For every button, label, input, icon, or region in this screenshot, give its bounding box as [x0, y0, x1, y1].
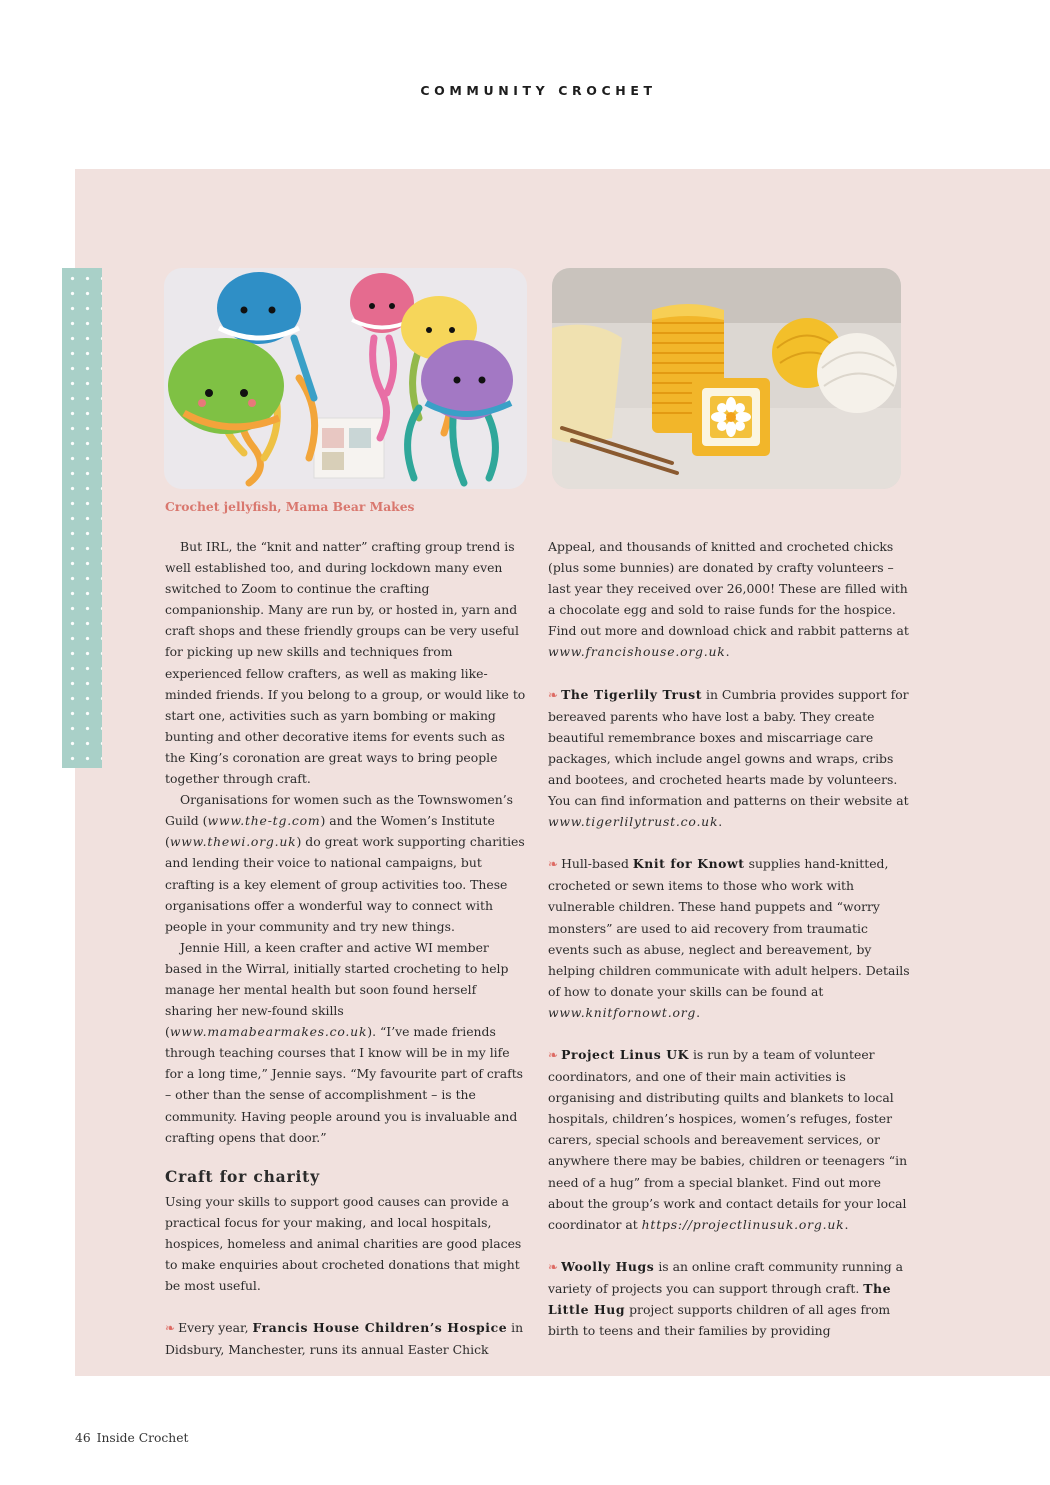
photo-caption: Crochet jellyfish, Mama Bear Makes: [165, 499, 415, 514]
organisation-name: Project Linus UK: [561, 1046, 690, 1062]
text: is an online craft community running a variety of projects you can support through craft.: [548, 1258, 904, 1296]
heart-icon: ❧: [548, 857, 559, 872]
text: ) do great work supporting charities and lending their voice to national campaigns, but crafting is a key element of group activities too. These organisations offer a wonderful way to connect with people in your community and try new things.: [165, 834, 525, 934]
paragraph: Using your skills to support good causes can provide a practical focus for your making, and local hospitals, hospices, homeless and animal charities are good places to make enquiries about crocheted donations that might be most useful.: [165, 1193, 522, 1294]
organisation-name: Woolly Hugs: [561, 1258, 655, 1274]
granny-squares-photo: [552, 268, 901, 489]
subheading: Craft for charity: [165, 1166, 320, 1186]
article-column-left: [165, 536, 527, 1360]
text: supplies hand-knitted, crocheted or sewn items to those who work with vulnerable children. These hand puppets and “worry monsters” are used to aid recovery from traumatic events such as abuse, neglect and bereavement, by helping children communicate with adult helpers. Details of how to donate your skills can be found at: [548, 856, 910, 999]
paragraph: [165, 789, 527, 937]
text: project supports children of all ages from birth to teens and their families by providing: [548, 1302, 891, 1339]
heart-icon: ❧: [548, 1047, 559, 1062]
paragraph: But IRL, the “knit and natter” crafting group trend is well established too, and during lockdown many even switched to Zoom to continue the crafting companionship. Many are run by, or hosted in, yarn and craft shops and these friendly groups can be very useful for picking up new skills and techniques from experienced fellow crafters, as well as making like-minded friends. If you belong to a group, or would like to start one, activities such as yarn bombing or making bunting and other decorative items for events such as the King’s coronation are great ways to bring people together through craft.: [165, 539, 526, 787]
page-footer: [75, 1431, 188, 1445]
text: .: [718, 814, 723, 830]
link[interactable]: www.thewi.org.uk: [169, 834, 297, 850]
text: Hull-based: [561, 856, 633, 872]
organisation-name: The Tigerlily Trust: [561, 686, 703, 702]
heart-icon: ❧: [548, 1259, 559, 1274]
text: ). “I’ve made friends through teaching courses that I know will be in my life for a long time,” Jennie says. “My favourite part of crafts – other than the sense of accomplishment – is the community. Having people around you is invaluable and crafting opens that door.”: [165, 1024, 524, 1145]
paragraph: [548, 684, 912, 833]
paragraph: [548, 536, 912, 663]
paragraph: [548, 1256, 912, 1341]
magazine-name: Inside Crochet: [96, 1431, 189, 1445]
page-number: 46: [75, 1431, 91, 1445]
link[interactable]: www.the-tg.com: [207, 813, 321, 829]
text: ) and the Women’s Institute (: [165, 813, 495, 850]
organisation-name: Knit for Knowt: [632, 856, 745, 872]
link[interactable]: www.mamabearmakes.co.uk: [169, 1024, 368, 1040]
link[interactable]: https://projectlinusuk.org.uk: [641, 1216, 845, 1232]
text: Jennie Hill, a keen crafter and active WI member based in the Wirral, initially started crocheting to help manage her mental health but soon found herself sharing her new-found skills (: [165, 939, 509, 1040]
heart-icon: ❧: [548, 687, 559, 702]
section-title: COMMUNITY CROCHET: [420, 83, 657, 98]
heart-icon: ❧: [165, 1321, 176, 1336]
paragraph: [165, 1317, 527, 1360]
paragraph: [165, 937, 527, 1148]
text: Every year,: [178, 1320, 253, 1336]
organisation-name: Francis House Children’s Hospice: [252, 1320, 508, 1336]
paragraph: [548, 853, 912, 1023]
text: .: [844, 1216, 849, 1232]
link[interactable]: www.francishouse.org.uk: [548, 644, 726, 660]
text: is run by a team of volunteer coordinators, and one of their main activities is organising and distributing quilts and blankets to local hospitals, children’s hospices, women’s refuges, foster carers, special schools and bereavement services, or anywhere there may be babies, children or teenagers “in need of a hug” from a special blanket. Find out more about the group’s work and contact details for your local coordinator at: [548, 1046, 908, 1232]
paragraph: [548, 1044, 912, 1235]
text: .: [696, 1004, 701, 1020]
text: Organisations for women such as the Townswomen’s Guild (: [165, 792, 513, 829]
link[interactable]: www.knitfornowt.org: [548, 1004, 697, 1020]
project-name: The Little Hug: [548, 1280, 892, 1317]
granny-squares-illustration: [552, 268, 901, 489]
text: .: [725, 644, 730, 660]
jellyfish-illustration: [164, 268, 527, 489]
article-column-right: [548, 536, 912, 1341]
jellyfish-photo: [164, 268, 527, 489]
decorative-dot-strip: [62, 268, 102, 768]
link[interactable]: www.tigerlilytrust.co.uk: [548, 814, 719, 830]
text: in Didsbury, Manchester, runs its annual Easter Chick: [165, 1320, 524, 1358]
text: in Cumbria provides support for bereaved parents who have lost a baby. They create beautiful remembrance boxes and miscarriage care packages, which include angel gowns and wraps, cribs and bootees, and crocheted hearts made by volunteers. You can find information and patterns on their website at: [548, 686, 909, 809]
text: Appeal, and thousands of knitted and crocheted chicks (plus some bunnies) are donated by crafty volunteers – last year they received over 26,000! These are filled with a chocolate egg and sold to raise funds for the hospice. Find out more and download chick and rabbit patterns at: [548, 539, 909, 639]
